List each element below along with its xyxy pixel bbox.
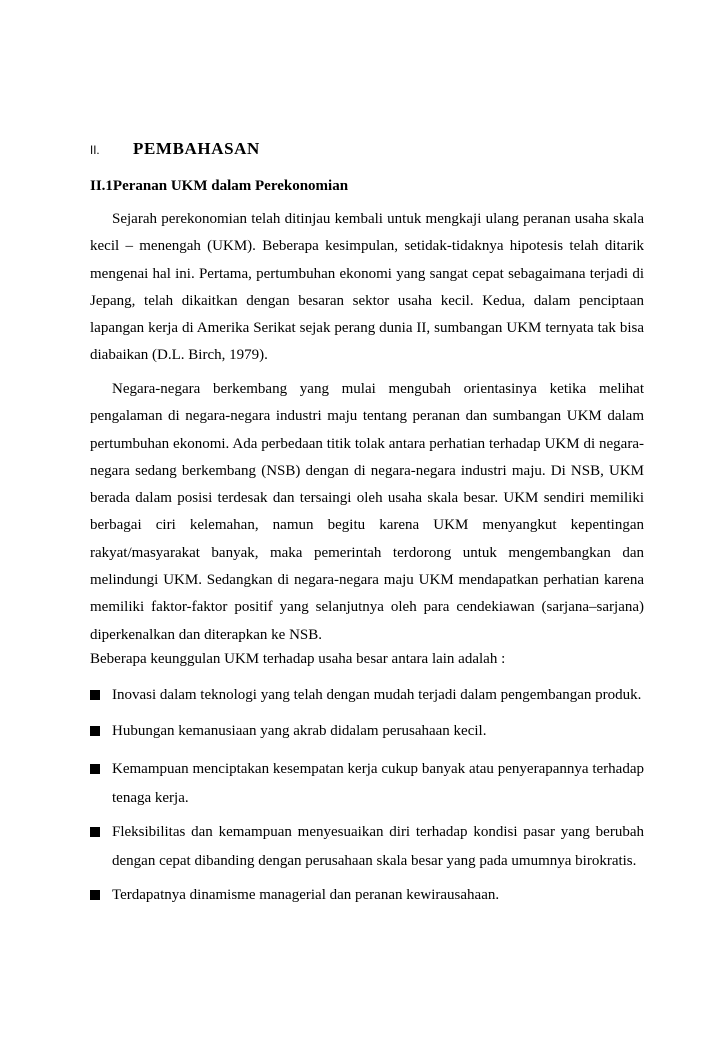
section-heading: [90, 139, 644, 163]
list-item: [90, 681, 644, 710]
list-item-text: Terdapatnya dinamisme managerial dan peranan kewirausahaan.: [112, 887, 500, 903]
list-item-text: Hubungan kemanusiaan yang akrab didalam perusahaan kecil.: [112, 723, 487, 739]
square-bullet-icon: [90, 726, 100, 736]
square-bullet-icon: [90, 690, 100, 700]
list-item: [90, 818, 644, 876]
paragraph-history: Sejarah perekonomian telah ditinjau kembali untuk mengkaji ulang peranan usaha skala kecil – menengah (UKM). Beberapa kesimpulan, setidak-tidaknya hipotesis telah ditarik mengenai hal ini. Pertama, pertumbuhan ekonomi yang sangat cepat sebagaimana terjadi di Jepang, telah dikaitkan dengan besaran sektor usaha kecil. Kedua, dalam penciptaan lapangan kerja di Amerika Serikat sejak perang dunia II, sumbangan UKM ternyata tak bisa diabaikan (D.L. Birch, 1979).: [90, 211, 644, 364]
list-item-text: Fleksibilitas dan kemampuan menyesuaikan diri terhadap kondisi pasar yang berubah dengan cepat dibanding dengan perusahaan skala besar yang pada umumnya birokratis.: [112, 824, 644, 869]
section-title: PEMBAHASAN: [133, 139, 260, 158]
list-intro: Beberapa keunggulan UKM terhadap usaha besar antara lain adalah :: [90, 651, 506, 667]
subsection-title: II.1Peranan UKM dalam Perekonomian: [90, 178, 349, 194]
list-item-text: Kemampuan menciptakan kesempatan kerja cukup banyak atau penyerapannya terhadap tenaga kerja.: [112, 761, 644, 806]
list-item: [90, 717, 644, 746]
paragraph-developing-countries: Negara-negara berkembang yang mulai mengubah orientasinya ketika melihat pengalaman di negara-negara industri maju tentang peranan dan sumbangan UKM dalam pertumbuhan ekonomi. Ada perbedaan titik tolak antara perhatian terhadap UKM di negara-negara sedang berkembang (NSB) dengan di negara-negara industri maju. Di NSB, UKM berada dalam posisi terdesak dan tersaingi oleh usaha skala besar. UKM sendiri memiliki berbagai ciri kelemahan, namun begitu karena UKM menyangkut kepentingan rakyat/masyarakat banyak, maka pemerintah terdorong untuk mengembangkan dan melindungi UKM. Sedangkan di negara-negara maju UKM mendapatkan perhatian karena memiliki faktor-faktor positif yang selanjutnya oleh para cendekiawan (sarjana–sarjana) diperkenalkan dan diterapkan ke NSB.: [90, 381, 644, 643]
list-item: [90, 755, 644, 813]
square-bullet-icon: [90, 764, 100, 774]
list-item-text: Inovasi dalam teknologi yang telah dengan mudah terjadi dalam pengembangan produk.: [112, 687, 642, 703]
square-bullet-icon: [90, 827, 100, 837]
section-number: II.: [90, 145, 100, 157]
square-bullet-icon: [90, 890, 100, 900]
list-item: [90, 881, 644, 910]
